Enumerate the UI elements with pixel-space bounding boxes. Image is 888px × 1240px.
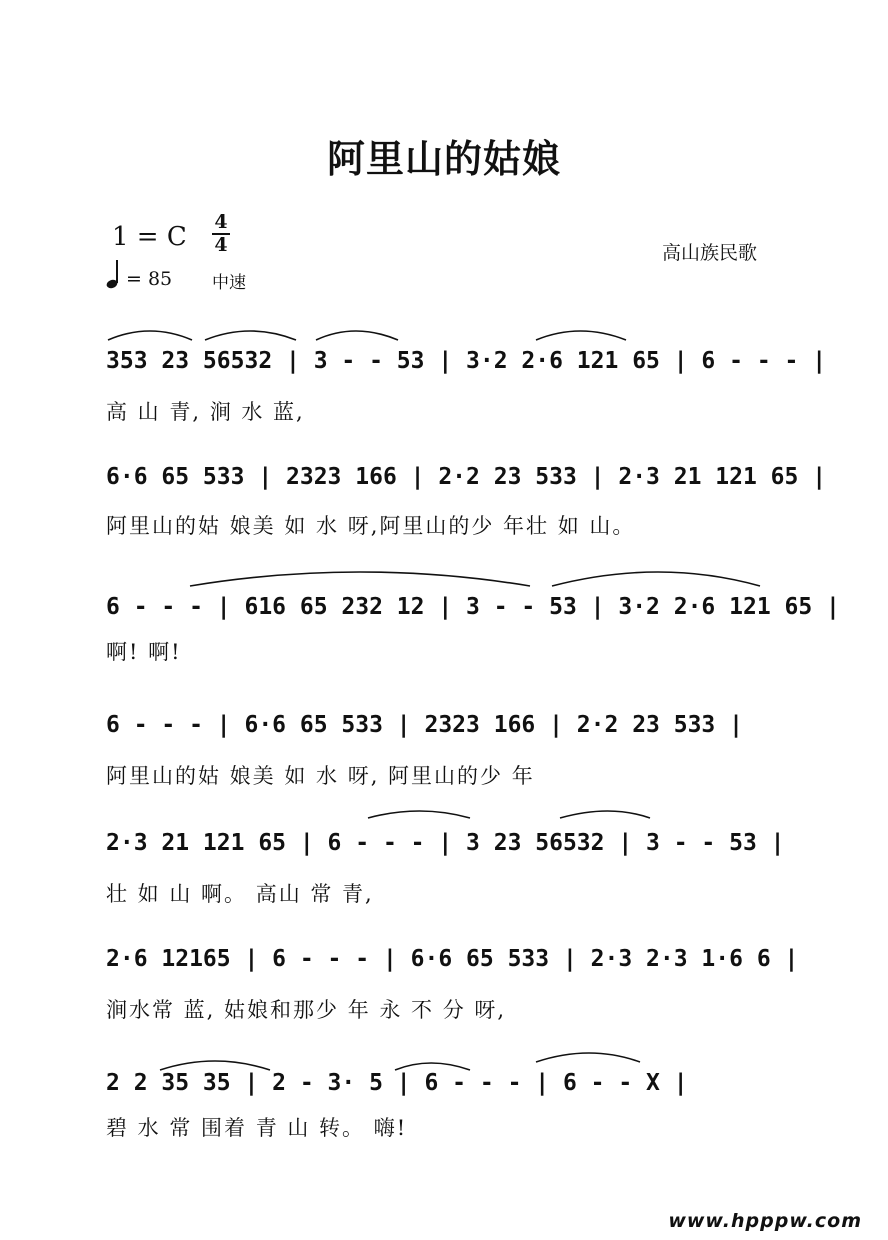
score-line-1-lyrics: 高 山 青, 涧 水 蓝, [106,400,305,424]
score-line-3-lyrics: 啊! 啊! [106,640,182,664]
slur [536,331,626,340]
key-signature: 1 = C [112,222,187,252]
score-line-2-lyrics: 阿里山的姑 娘美 如 水 呀,阿里山的少 年壮 如 山。 [106,514,636,538]
score-line-6-notes: 2·6 12165 | 6 - - - | 6·6 65 533 | 2·3 2·3 1·6 6 | [106,946,799,972]
slur [316,331,398,340]
slur [205,331,296,340]
tempo-mark: = 85 [126,268,173,290]
time-signature-top: 4 [214,211,228,233]
slur [395,1063,470,1070]
score-line-1-notes: 353 23 56532 | 3 - - 53 | 3·2 2·6 121 65 | 6 - - - | [106,348,827,374]
slur [108,331,192,340]
score-line-4-lyrics: 阿里山的姑 娘美 如 水 呀, 阿里山的少 年 [106,764,535,788]
slur [160,1061,270,1070]
score-line-5-notes: 2·3 21 121 65 | 6 - - - | 3 23 56532 | 3 - - 53 | [106,830,785,856]
score-line-5-lyrics: 壮 如 山 啊。 高山 常 青, [106,882,374,906]
song-title: 阿里山的姑娘 [326,137,561,181]
slur [552,572,760,586]
slur [190,572,530,586]
song-origin: 高山族民歌 [662,242,758,264]
score-line-3-notes: 6 - - - | 616 65 232 12 | 3 - - 53 | 3·2 2·6 121 65 | [106,594,840,620]
time-signature [212,213,230,255]
watermark: www.hpppw.com [668,1210,862,1232]
slur [536,1053,640,1062]
score-line-2-notes: 6·6 65 533 | 2323 166 | 2·2 23 533 | 2·3 21 121 65 | [106,464,827,490]
score-line-6-lyrics: 涧水常 蓝, 姑娘和那少 年 永 不 分 呀, [106,998,507,1022]
time-signature-bottom: 4 [214,234,228,256]
score-line-7-notes: 2 2 35 35 | 2 - 3· 5 | 6 - - - | 6 - - X | [106,1070,688,1096]
slur [560,811,650,818]
score-line-4-notes: 6 - - - | 6·6 65 533 | 2323 166 | 2·2 23 533 | [106,712,743,738]
speed-mark: 中速 [212,273,246,293]
slur [368,811,470,818]
score-line-7-lyrics: 碧 水 常 围着 青 山 转。 嗨! [106,1116,408,1140]
quarter-note-icon [106,258,122,290]
